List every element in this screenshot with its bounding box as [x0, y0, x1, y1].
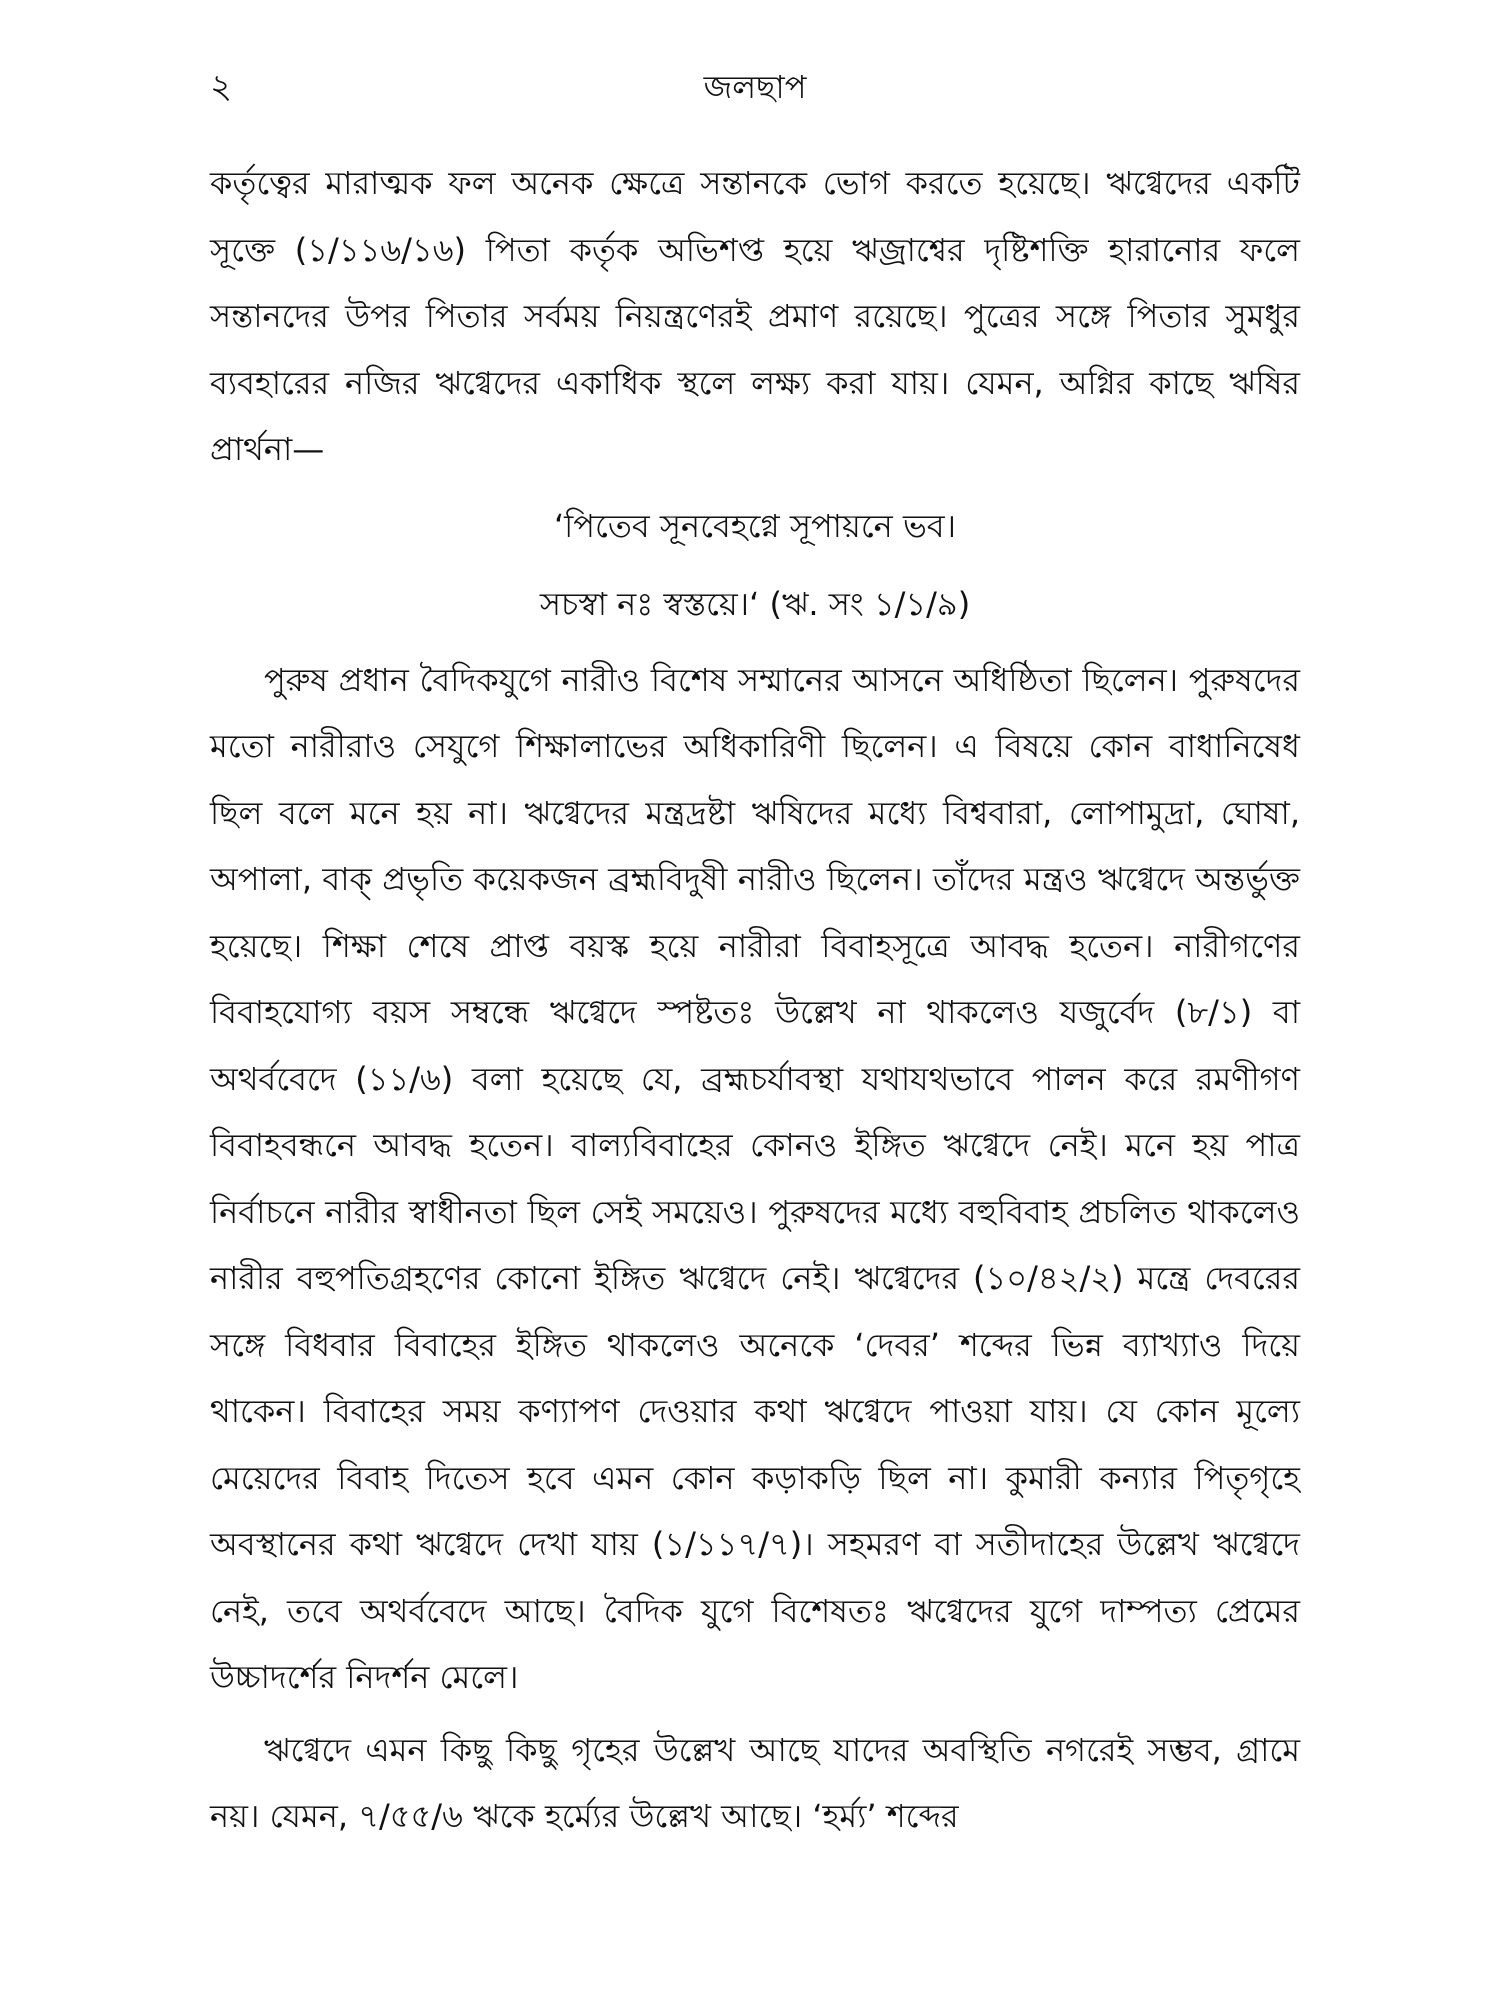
page-number: ২ [210, 67, 233, 107]
page-header [210, 62, 1300, 122]
verse-line-1: ‘পিতেব সূনবেহগ্নে সূপায়নে ভব। [553, 506, 957, 545]
running-title: জলছাপ [703, 68, 807, 106]
paragraph-2: পুরুষ প্রধান বৈদিকযুগে নারীও বিশেষ সম্মানের আসনে অধিষ্ঠিতা ছিলেন। পুরুষদের মতো নারীরাও সেযুগে শিক্ষালাভের অধিকারিণী ছিলেন। এ বিষয়ে কোন বাধানিষেধ ছিল বলে মনে হয় না। ঋগ্বেদের মন্ত্রদ্রষ্টা ঋষিদের মধ্যে বিশ্ববারা, লোপামুদ্রা, ঘোষা, অপালা, বাক্ প্রভৃতি কয়েকজন ব্রহ্মবিদুষী নারীও ছিলেন। তাঁদের মন্ত্রও ঋগ্বেদে অন্তর্ভুক্ত হয়েছে। শিক্ষা শেষে প্রাপ্ত বয়স্ক হয়ে নারীরা বিবাহসূত্রে আবদ্ধ হতেন। নারীগণের বিবাহযোগ্য বয়স সম্বন্ধে ঋগ্বেদে স্পষ্টতঃ উল্লেখ না থাকলেও যজুর্বেদ (৮/১) বা অথর্ববেদে (১১/৬) বলা হয়েছে যে, ব্রহ্মচর্যাবস্থা যথাযথভাবে পালন করে রমণীগণ বিবাহবন্ধনে আবদ্ধ হতেন। বাল্যবিবাহের কোনও ইঙ্গিত ঋগ্বেদে নেই। মনে হয় পাত্র নির্বাচনে নারীর স্বাধীনতা ছিল সেই সময়েও। পুরুষদের মধ্যে বহুবিবাহ প্রচলিত থাকলেও নারীর বহুপতিগ্রহণের কোনো ইঙ্গিত ঋগ্বেদে নেই। ঋগ্বেদের (১০/৪২/২) মন্ত্রে দেবরের সঙ্গে বিধবার বিবাহের ইঙ্গিত থাকলেও অনেকে ‘দেবর’ শব্দের ভিন্ন ব্যাখ্যাও দিয়ে থাকেন। বিবাহের সময় কণ্যাপণ দেওয়ার কথা ঋগ্বেদে পাওয়া যায়। যে কোন মূল্যে মেয়েদের বিবাহ দিতেস হবে এমন কোন কড়াকড়ি ছিল না। কুমারী কন্যার পিতৃগৃহে অবস্থানের কথা ঋগ্বেদে দেখা যায় (১/১১৭/৭)। সহমরণ বা সতীদাহের উল্লেখ ঋগ্বেদে নেই, তবে অথর্ববেদে আছে। বৈদিক যুগে বিশেষতঃ ঋগ্বেদের যুগে দাম্পত্য প্রেমের উচ্চাদর্শের নিদর্শন মেলে। [210, 660, 1300, 1696]
paragraph-1: কর্তৃত্বের মারাত্মক ফল অনেক ক্ষেত্রে সন্তানকে ভোগ করতে হয়েছে। ঋগ্বেদের একটি সূক্তে (১/১১৬/১৬) পিতা কর্তৃক অভিশপ্ত হয়ে ঋজ্রাশ্বের দৃষ্টিশক্তি হারানোর ফলে সন্তানদের উপর পিতার সর্বময় নিয়ন্ত্রণেরই প্রমাণ রয়েছে। পুত্রের সঙ্গে পিতার সুমধুর ব্যবহারের নজির ঋগ্বেদের একাধিক স্থলে লক্ষ্য করা যায়। যেমন, অগ্নির কাছে ঋষির প্রার্থনা— [210, 164, 1300, 468]
body-text [210, 150, 1300, 1850]
verse-quote [210, 487, 1300, 643]
paragraph-3: ঋগ্বেদে এমন কিছু কিছু গৃহের উল্লেখ আছে যাদের অবস্থিতি নগরেই সম্ভব, গ্রামে নয়। যেমন, ৭/৫৫/৬ ঋকে হর্ম্যের উল্লেখ আছে। ‘হর্ম্য’ শব্দের [210, 1730, 1300, 1835]
verse-line-2: সচস্বা নঃ স্বস্তয়ে।‘ (ঋ. সং ১/১/৯) [539, 584, 971, 623]
